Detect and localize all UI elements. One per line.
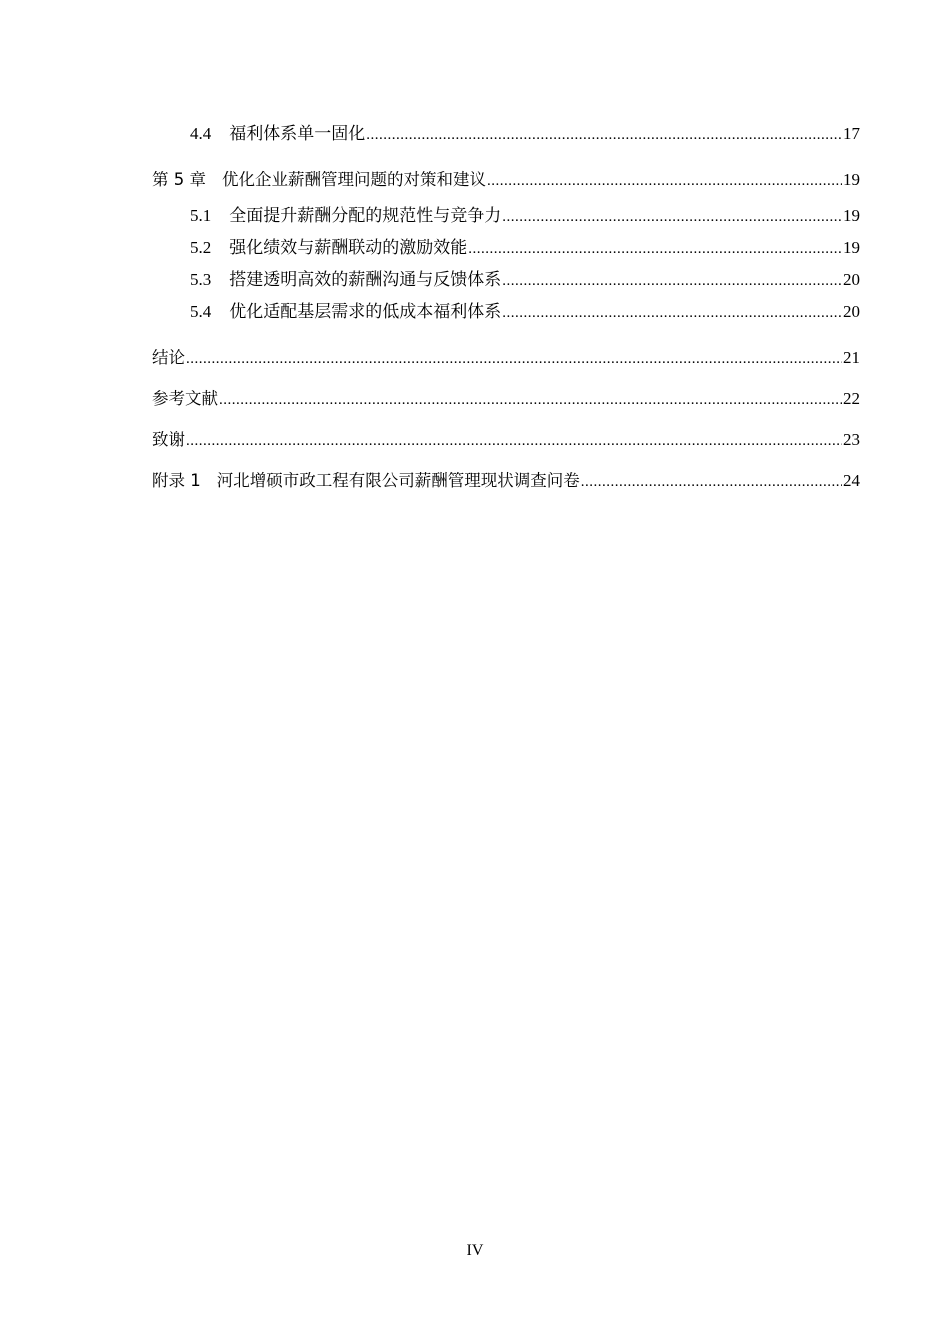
toc-entry-title: 结论	[152, 348, 185, 367]
toc-entry[interactable]	[152, 460, 860, 501]
toc-entry-number: 附录 1	[152, 471, 201, 490]
toc-entry[interactable]	[152, 296, 860, 328]
toc-entry[interactable]	[152, 419, 860, 460]
toc-entry-title: 致谢	[152, 430, 185, 449]
toc-entry[interactable]	[152, 264, 860, 296]
toc-entry-number: 5.1	[190, 206, 212, 225]
toc-entry-page: 24	[843, 471, 860, 490]
dot-leader	[186, 421, 842, 462]
toc-entry-title: 优化企业薪酬管理问题的对策和建议	[222, 170, 486, 189]
toc-entry[interactable]	[152, 232, 860, 264]
toc-entry-page: 17	[843, 124, 860, 143]
table-of-contents	[152, 118, 860, 501]
toc-entry[interactable]	[152, 378, 860, 419]
dot-leader	[581, 462, 842, 503]
dot-leader	[502, 265, 842, 297]
dot-leader	[487, 161, 842, 202]
dot-leader	[468, 233, 842, 265]
toc-entry-page: 20	[843, 302, 860, 321]
toc-entry-title: 参考文献	[152, 389, 218, 408]
toc-entry-page: 22	[843, 389, 860, 408]
toc-entry[interactable]	[152, 118, 860, 150]
toc-entry-number: 4.4	[190, 124, 212, 143]
toc-entry-number: 5.3	[190, 270, 212, 289]
dot-leader	[219, 380, 842, 421]
dot-leader	[366, 119, 842, 151]
toc-entry-page: 19	[843, 170, 860, 189]
toc-entry-number: 5.4	[190, 302, 212, 321]
dot-leader	[502, 201, 842, 233]
page-number: IV	[466, 1242, 484, 1259]
toc-entry-title: 福利体系单一固化	[229, 124, 366, 143]
toc-entry-page: 21	[843, 348, 860, 367]
dot-leader	[186, 339, 842, 380]
toc-entry-number: 5.2	[190, 238, 212, 257]
toc-entry[interactable]	[152, 200, 860, 232]
toc-entry-page: 20	[843, 270, 860, 289]
toc-entry[interactable]	[152, 159, 860, 200]
toc-entry-title: 全面提升薪酬分配的规范性与竞争力	[229, 206, 502, 225]
toc-entry-title: 优化适配基层需求的低成本福利体系	[229, 302, 502, 321]
toc-entry-title: 河北增硕市政工程有限公司薪酬管理现状调查问卷	[216, 471, 580, 490]
toc-entry-title: 强化绩效与薪酬联动的激励效能	[229, 238, 468, 257]
toc-entry-title: 搭建透明高效的薪酬沟通与反馈体系	[229, 270, 502, 289]
toc-entry-number: 第 5 章	[152, 170, 206, 189]
toc-entry[interactable]	[152, 337, 860, 378]
dot-leader	[502, 297, 842, 329]
toc-entry-page: 19	[843, 206, 860, 225]
toc-entry-page: 23	[843, 430, 860, 449]
toc-entry-page: 19	[843, 238, 860, 257]
